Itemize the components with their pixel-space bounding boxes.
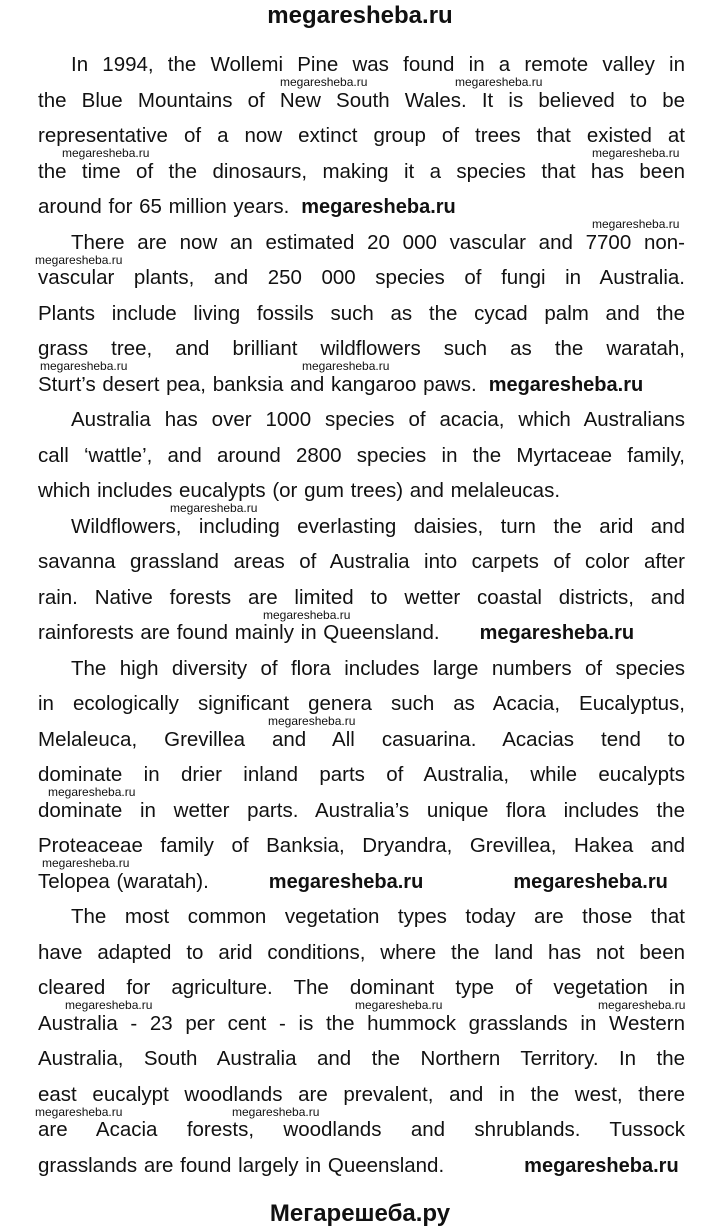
watermark: megaresheba.ru xyxy=(268,714,356,729)
text-line xyxy=(38,976,685,999)
watermark: megaresheba.ru xyxy=(42,856,130,871)
text-line xyxy=(38,337,685,360)
text-line xyxy=(38,728,685,751)
text-line xyxy=(38,1083,685,1106)
text-line xyxy=(38,763,685,786)
watermark: megaresheba.ru xyxy=(592,146,680,161)
text-line-content: There are now an estimated 20 000 vascular and 7700 non- xyxy=(71,230,685,254)
site-header: megaresheba.ru xyxy=(267,2,453,29)
text-line-content: in ecologically significant genera such as Acacia, Eucalyptus, xyxy=(38,692,685,715)
watermark: megaresheba.ru xyxy=(488,373,644,396)
text-line xyxy=(38,302,685,325)
text-line xyxy=(38,515,685,538)
text-line-content: Wildflowers, including everlasting daisies, turn the arid and xyxy=(71,514,685,538)
text-line-content: east eucalypt woodlands are prevalent, and in the west, there xyxy=(38,1082,685,1106)
text-line xyxy=(38,550,685,573)
text-line-content: In 1994, the Wollemi Pine was found in a remote valley in xyxy=(71,53,685,76)
watermark: megaresheba.ru xyxy=(35,1104,123,1119)
text-line-content: Proteaceae family of Banksia, Dryandra, Grevillea, Hakea and xyxy=(38,834,685,857)
watermark: megaresheba.ru xyxy=(35,252,123,267)
text-line xyxy=(38,799,685,822)
watermark: megaresheba.ru xyxy=(598,998,686,1013)
text-line-content: dominate in drier inland parts of Australia, while eucalypts xyxy=(38,763,685,786)
text-line xyxy=(38,941,685,964)
text-line-content: dominate in wetter parts. Australia’s unique flora includes the xyxy=(38,798,685,822)
text-line xyxy=(38,408,685,431)
text-line-content: Plants include living fossils such as the cycad palm and the xyxy=(38,301,685,325)
text-line-content: Melaleuca, Grevillea and All casuarina. Acacias tend to xyxy=(38,727,685,751)
document-body xyxy=(35,53,686,1189)
text-line xyxy=(38,834,685,857)
text-line xyxy=(38,1012,685,1035)
text-line xyxy=(38,586,685,609)
text-line-content: call ‘wattle’, and around 2800 species in the Myrtaceae family, xyxy=(38,443,685,467)
text-line xyxy=(38,870,685,893)
watermark: megaresheba.ru xyxy=(170,501,258,516)
text-line xyxy=(38,1047,685,1070)
text-line-content: which includes eucalypts (or gum trees) and melaleucas. xyxy=(38,479,561,502)
watermark: megaresheba.ru xyxy=(48,785,136,800)
text-line xyxy=(38,89,685,112)
watermark: megaresheba.ru xyxy=(455,75,543,90)
text-line xyxy=(38,905,685,928)
text-line-content: Australia has over 1000 species of acacia, which Australians xyxy=(71,408,685,431)
text-line-content: Sturt’s desert pea, banksia and kangaroo paws. xyxy=(38,372,477,396)
watermark: megaresheba.ru xyxy=(513,870,668,893)
text-line xyxy=(38,657,685,680)
text-line xyxy=(38,124,685,147)
text-line xyxy=(38,1118,685,1141)
text-line xyxy=(38,195,685,218)
text-line xyxy=(38,160,685,183)
text-line-content: cleared for agriculture. The dominant type of vegetation in xyxy=(38,976,685,999)
text-line-content: rain. Native forests are limited to wetter coastal districts, and xyxy=(38,585,685,609)
watermark: megaresheba.ru xyxy=(302,359,390,374)
text-line-content: grasslands are found largely in Queensland. xyxy=(38,1153,445,1177)
text-line-content: savanna grassland areas of Australia into carpets of color after xyxy=(38,550,685,573)
watermark: megaresheba.ru xyxy=(301,196,456,218)
text-line xyxy=(38,266,685,289)
text-line xyxy=(38,692,685,715)
watermark: megaresheba.ru xyxy=(280,75,368,90)
text-line-content: The high diversity of flora includes large numbers of species xyxy=(71,656,685,680)
watermark: megaresheba.ru xyxy=(263,607,351,622)
text-line-content: Australia, South Australia and the Northern Territory. In the xyxy=(38,1047,685,1070)
text-line-content: rainforests are found mainly in Queensland. xyxy=(38,621,440,644)
text-line xyxy=(38,373,685,396)
watermark: megaresheba.ru xyxy=(40,359,128,374)
watermark: megaresheba.ru xyxy=(524,1154,679,1177)
text-line-content: grass tree, and brilliant wildflowers such as the waratah, xyxy=(38,337,685,360)
text-line-content: vascular plants, and 250 000 species of fungi in Australia. xyxy=(38,266,685,289)
text-line-content: are Acacia forests, woodlands and shrublands. Tussock xyxy=(38,1118,685,1141)
text-line-content: the time of the dinosaurs, making it a species that has been xyxy=(38,159,685,183)
watermark: megaresheba.ru xyxy=(232,1104,320,1119)
watermark: megaresheba.ru xyxy=(355,998,443,1013)
watermark: megaresheba.ru xyxy=(62,146,150,161)
text-line-content: around for 65 million years. xyxy=(38,195,290,218)
text-line xyxy=(38,53,685,76)
text-line xyxy=(38,479,685,502)
text-line xyxy=(38,1154,685,1177)
text-line-content: Telopea (waratah). xyxy=(38,869,209,893)
text-line-content: Australia - 23 per cent - is the hummock grasslands in Western xyxy=(38,1011,685,1035)
site-footer: Мегарешеба.ру xyxy=(269,1200,451,1227)
text-line-content: The most common vegetation types today are those that xyxy=(71,905,685,928)
watermark: megaresheba.ru xyxy=(479,622,635,644)
text-line-content: have adapted to arid conditions, where the land has not been xyxy=(38,940,685,964)
watermark: megaresheba.ru xyxy=(592,217,680,232)
text-line xyxy=(38,444,685,467)
text-line-content: representative of a now extinct group of trees that existed at xyxy=(38,124,685,147)
text-line xyxy=(38,621,685,644)
watermark: megaresheba.ru xyxy=(65,998,153,1013)
watermark: megaresheba.ru xyxy=(268,870,424,893)
text-line-content: the Blue Mountains of New South Wales. It is believed to be xyxy=(38,88,685,112)
text-line xyxy=(38,231,685,254)
